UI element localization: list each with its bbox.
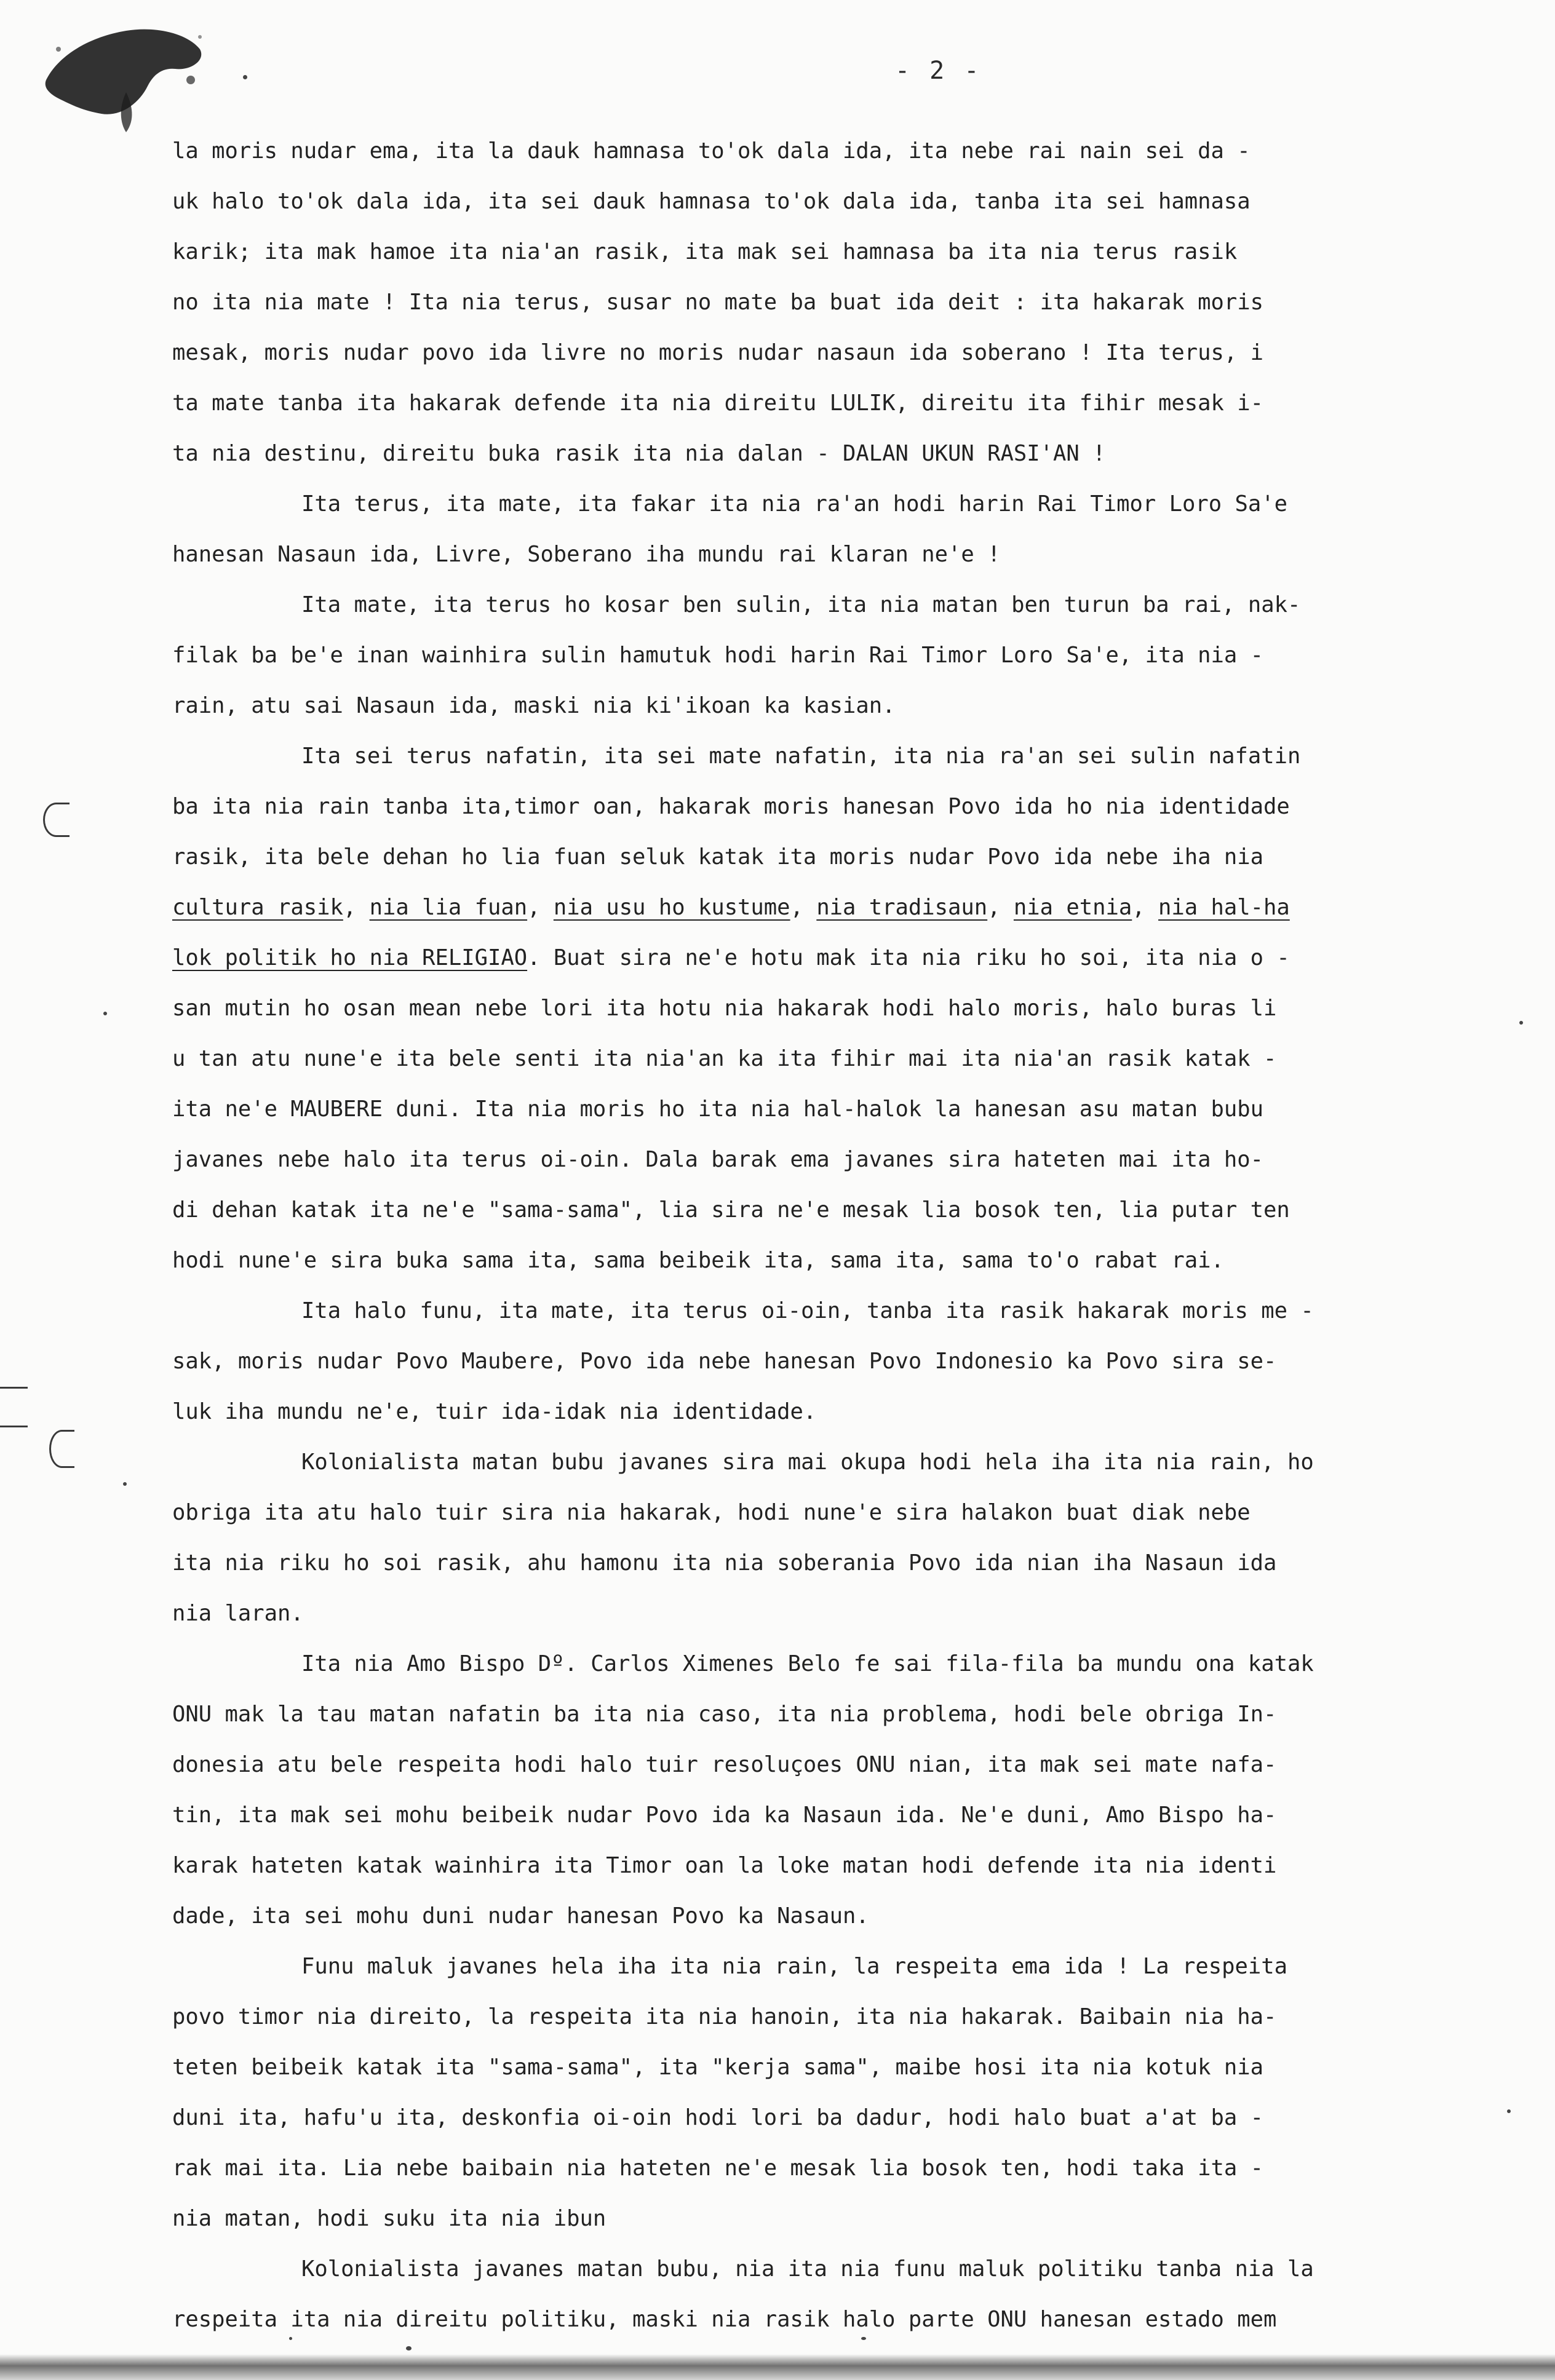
paragraph-first-line: Ita mate, ita terus ho kosar ben sulin, ita nia matan ben turun ba rai, nak- [301, 592, 1301, 617]
text-line: mesak, moris nudar povo ida livre no moris nudar nasaun ida soberano ! Ita terus, i [172, 340, 1263, 365]
text-line: respeita ita nia direitu politiku, maski nia rasik halo parte ONU hanesan estado mem [172, 2307, 1277, 2332]
text-line: rak mai ita. Lia nebe baibain nia hateten ne'e mesak lia bosok ten, hodi taka ita - [172, 2156, 1263, 2181]
text-line: sak, moris nudar Povo Maubere, Povo ida nebe hanesan Povo Indonesio ka Povo sira se- [172, 1349, 1277, 1374]
paragraph-first-line: Ita sei terus nafatin, ita sei mate nafatin, ita nia ra'an sei sulin nafatin [301, 744, 1301, 769]
text-line: rasik, ita bele dehan ho lia fuan seluk katak ita moris nudar Povo ida nebe iha nia [172, 844, 1263, 870]
text-line: hanesan Nasaun ida, Livre, Soberano iha mundu rai klaran ne'e ! [172, 542, 1001, 567]
text-line: u tan atu nune'e ita bele senti ita nia'an ka ita fihir mai ita nia'an rasik katak - [172, 1046, 1277, 1071]
text-line: filak ba be'e inan wainhira sulin hamutuk hodi harin Rai Timor Loro Sa'e, ita nia - [172, 643, 1263, 668]
text-line: karak hateten katak wainhira ita Timor oan la loke matan hodi defende ita nia identi [172, 1853, 1277, 1878]
text-line: ONU mak la tau matan nafatin ba ita nia caso, ita nia problema, hodi bele obriga In- [172, 1702, 1277, 1727]
page-number: - 2 - [895, 57, 982, 85]
underlined-phrase: cultura rasik [172, 895, 343, 920]
underlined-phrase: nia usu ho kustume [553, 895, 790, 920]
paragraph-first-line: Kolonialista matan bubu javanes sira mai okupa hodi hela iha ita nia rain, ho [301, 1450, 1314, 1475]
text-line: donesia atu bele respeita hodi halo tuir resoluçoes ONU nian, ita mak sei mate nafa- [172, 1752, 1277, 1777]
text-line: ba ita nia rain tanba ita,timor oan, hakarak moris hanesan Povo ida ho nia identidade [172, 794, 1290, 819]
paragraph-first-line: Ita nia Amo Bispo Dº. Carlos Ximenes Belo fe sai fila-fila ba mundu ona katak [301, 1651, 1314, 1676]
scan-speck [243, 75, 247, 79]
text-line: hodi nune'e sira buka sama ita, sama beibeik ita, sama ita, sama to'o rabat rai. [172, 1248, 1224, 1273]
text-line-underlined: cultura rasik, nia lia fuan, nia usu ho kustume, nia tradisaun, nia etnia, nia hal-ha [172, 895, 1290, 920]
underlined-phrase: lok politik ho nia RELIGIAO [172, 945, 528, 970]
text-line: no ita nia mate ! Ita nia terus, susar no mate ba buat ida deit : ita hakarak moris [172, 290, 1263, 315]
text-line: uk halo to'ok dala ida, ita sei dauk hamnasa to'ok dala ida, tanba ita sei hamnasa [172, 189, 1251, 214]
scan-bottom-edge [0, 2354, 1555, 2380]
paragraph-first-line: Ita halo funu, ita mate, ita terus oi-oin, tanba ita rasik hakarak moris me - [301, 1298, 1314, 1323]
paragraph-first-line: Kolonialista javanes matan bubu, nia ita nia funu maluk politiku tanba nia la [301, 2256, 1314, 2282]
text-line: duni ita, hafu'u ita, deskonfia oi-oin hodi lori ba dadur, hodi halo buat a'at ba - [172, 2105, 1263, 2130]
scan-speck [1519, 1021, 1523, 1025]
paragraph-first-line: Ita terus, ita mate, ita fakar ita nia ra'an hodi harin Rai Timor Loro Sa'e [301, 491, 1287, 517]
text-line: san mutin ho osan mean nebe lori ita hotu nia hakarak hodi halo moris, halo buras li [172, 996, 1277, 1021]
text-line: povo timor nia direito, la respeita ita nia hanoin, ita nia hakarak. Baibain nia ha- [172, 2004, 1277, 2029]
text-line: la moris nudar ema, ita la dauk hamnasa to'ok dala ida, ita nebe rai nain sei da - [172, 138, 1251, 164]
underlined-phrase: nia tradisaun [816, 895, 988, 920]
text-line-underlined: lok politik ho nia RELIGIAO. Buat sira ne'e hotu mak ita nia riku ho soi, ita nia o - [172, 945, 1290, 970]
underlined-phrase: nia lia fuan [369, 895, 528, 920]
text-line: di dehan katak ita ne'e "sama-sama", lia sira ne'e mesak lia bosok ten, lia putar ten [172, 1197, 1290, 1223]
text-line: javanes nebe halo ita terus oi-oin. Dala barak ema javanes sira hateten mai ita ho- [172, 1147, 1263, 1172]
scan-speck [406, 2346, 412, 2350]
paragraph-first-line: Funu maluk javanes hela iha ita nia rain, la respeita ema ida ! La respeita [301, 1954, 1287, 1979]
text-line: ita ne'e MAUBERE duni. Ita nia moris ho ita nia hal-halok la hanesan asu matan bubu [172, 1097, 1263, 1122]
punch-hole-mark [0, 1387, 28, 1427]
punch-hole-mark [43, 803, 70, 837]
scan-ink-blot [34, 12, 212, 135]
document-body [172, 126, 1513, 2345]
text-line: luk iha mundu ne'e, tuir ida-idak nia identidade. [172, 1399, 817, 1424]
text-line: ita nia riku ho soi rasik, ahu hamonu ita nia soberania Povo ida nian iha Nasaun ida [172, 1550, 1277, 1576]
text-line: nia matan, hodi suku ita nia ibun [172, 2206, 606, 2231]
text-line: rain, atu sai Nasaun ida, maski nia ki'ikoan ka kasian. [172, 693, 896, 718]
text-line: obriga ita atu halo tuir sira nia hakarak, hodi nune'e sira halakon buat diak nebe [172, 1500, 1251, 1525]
underlined-phrase: nia etnia [1013, 895, 1132, 920]
text-line: karik; ita mak hamoe ita nia'an rasik, ita mak sei hamnasa ba ita nia terus rasik [172, 239, 1238, 264]
text-line: nia laran. [172, 1601, 304, 1626]
scan-speck [103, 1012, 107, 1015]
punch-hole-mark [49, 1430, 74, 1468]
scan-speck [123, 1482, 127, 1486]
text-line: tin, ita mak sei mohu beibeik nudar Povo ida ka Nasaun ida. Ne'e duni, Amo Bispo ha- [172, 1803, 1277, 1828]
text-line: dade, ita sei mohu duni nudar hanesan Povo ka Nasaun. [172, 1903, 869, 1929]
text-line: ta nia destinu, direitu buka rasik ita nia dalan - DALAN UKUN RASI'AN ! [172, 441, 1106, 466]
text-line: teten beibeik katak ita "sama-sama", ita "kerja sama", maibe hosi ita nia kotuk nia [172, 2055, 1263, 2080]
underlined-phrase: nia hal-ha [1158, 895, 1290, 920]
text-line: ta mate tanba ita hakarak defende ita nia direitu LULIK, direitu ita fihir mesak i- [172, 391, 1263, 416]
